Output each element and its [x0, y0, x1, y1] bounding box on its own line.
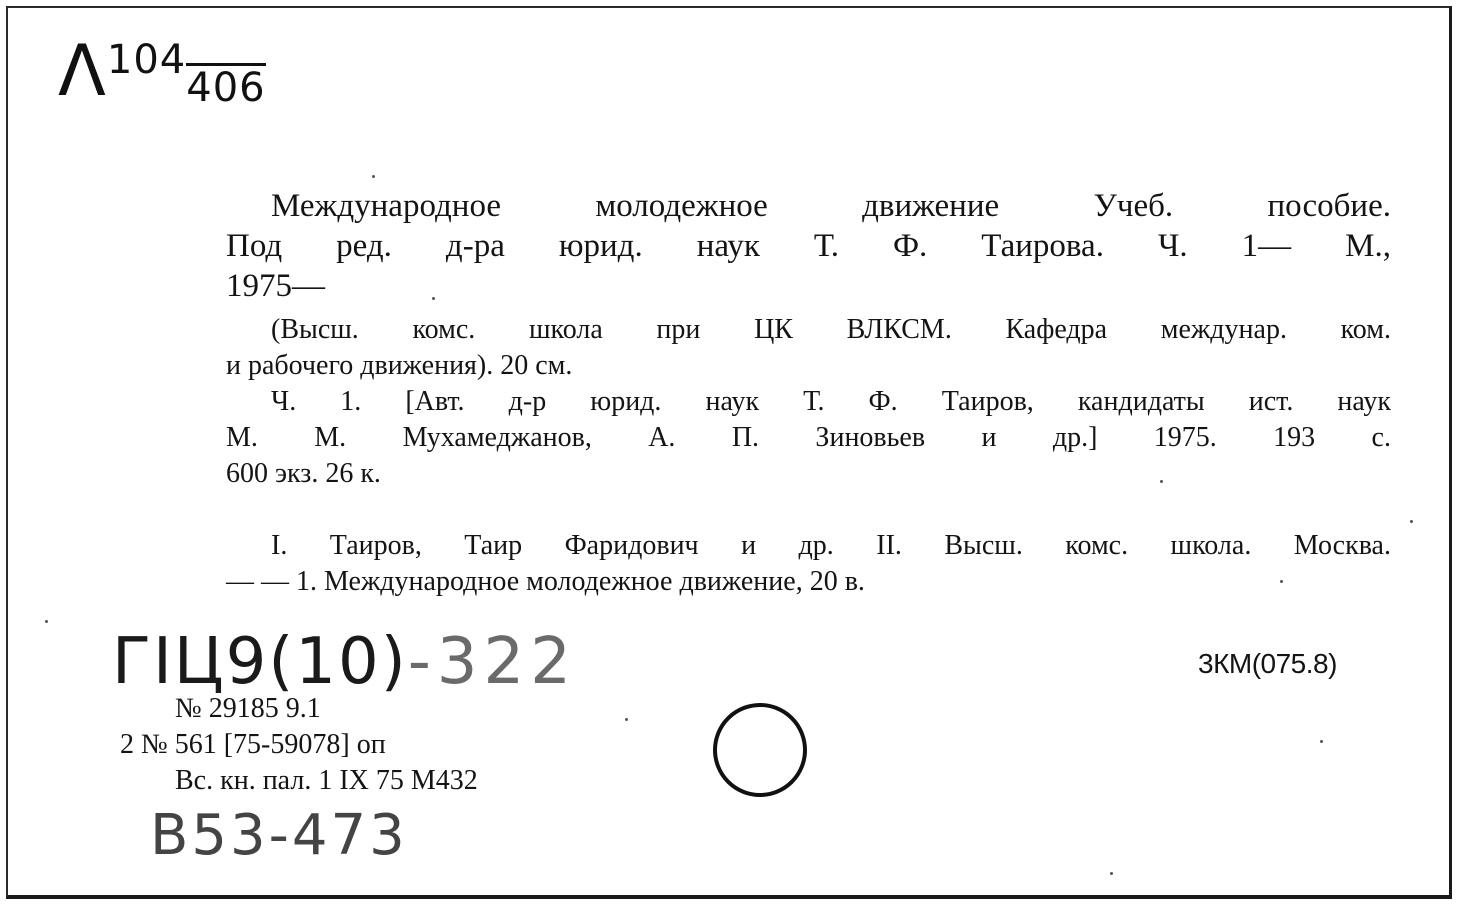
ink-speck [45, 620, 48, 623]
shelf-mark [58, 30, 266, 112]
imprint-line: Вс. кн. пал. 1 IX 75 М432 [175, 765, 478, 796]
imprint-line: 2 № 561 [75-59078] оп [120, 729, 386, 760]
ink-speck [432, 297, 435, 300]
series-note-line: и рабочего движения). 20 см. [226, 350, 573, 381]
volume-note-line: М. М. Мухамеджанов, А. П. Зиновьев и др.] 1975. 193 с. [226, 422, 1391, 453]
imprint-line: № 29185 9.1 [175, 693, 321, 724]
title-line: Под ред. д-ра юрид. наук Т. Ф. Таирова. Ч. 1— М., [226, 228, 1391, 264]
punched-circle-icon [713, 703, 807, 797]
ink-speck [1110, 872, 1113, 875]
tracing-line: — — 1. Международное молодежное движение, 20 в. [226, 566, 865, 597]
shelf-mark-number: 104 [106, 37, 187, 83]
title-line: Международное молодежное движение Учеб. пособие. [271, 188, 1391, 224]
handwritten-stamp: В53-473 [150, 803, 408, 868]
shelf-mark-prefix: Λ [58, 30, 107, 112]
classmark-main: ГIЦ9(10) [112, 625, 408, 699]
shelf-mark-sub: 406 [186, 65, 266, 111]
ink-speck [1410, 520, 1413, 523]
volume-note-line: 600 экз. 26 к. [226, 458, 381, 489]
ink-speck [1160, 480, 1163, 483]
ink-speck [625, 718, 628, 721]
tracing-line: I. Таиров, Таир Фаридович и др. II. Высш. комс. школа. Москва. [271, 530, 1391, 561]
ink-speck [372, 175, 375, 178]
bibliographic-entry [226, 186, 1391, 600]
title-line: 1975— [226, 268, 325, 304]
series-note-line: (Высш. комс. школа при ЦК ВЛКСМ. Кафедра междунар. ком. [271, 314, 1391, 345]
ink-speck [1280, 580, 1283, 583]
classmark-tail: -322 [407, 625, 577, 699]
ink-speck [1320, 740, 1323, 743]
volume-note-line: Ч. 1. [Авт. д-р юрид. наук Т. Ф. Таиров, кандидаты ист. наук [271, 386, 1391, 417]
handwritten-classmark [112, 625, 577, 699]
classification-code: 3КМ(075.8) [1198, 648, 1337, 679]
